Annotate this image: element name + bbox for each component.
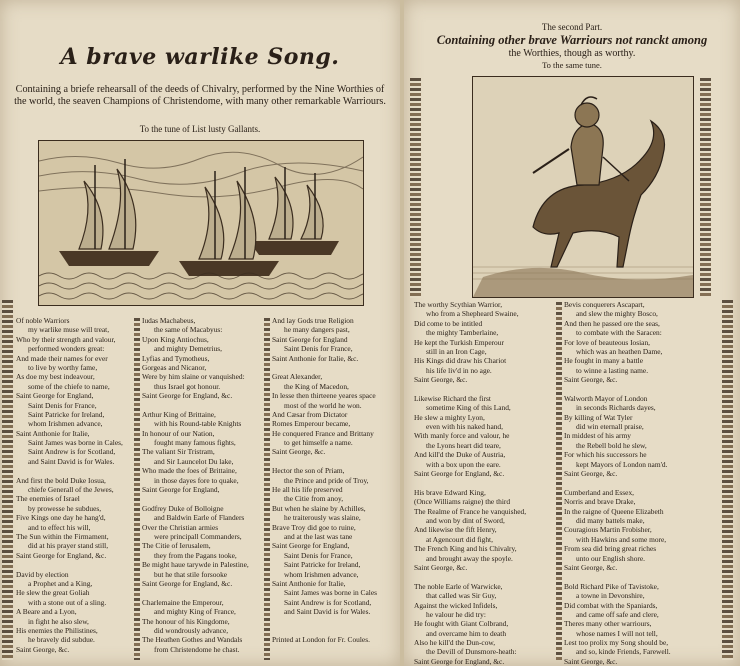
verse-line: did win eternall praise, (576, 422, 644, 432)
verse-line: with Hawkins and some more, (576, 534, 667, 544)
verse-line: his life liv'd in no age. (426, 365, 492, 375)
verse-line: And kill'd the Duke of Austria, (414, 450, 506, 460)
verse-line: But when he slaine by Achilles, (272, 503, 366, 513)
verse-line (16, 560, 136, 569)
verse-line: Saint James was borne in Cales, (28, 438, 123, 448)
verse-line: from Christendome he chast. (154, 644, 240, 654)
verse-line: For which his successors he (564, 450, 647, 460)
verse-line: Against the wicked Infidels, (414, 600, 498, 610)
verse-line: the same of Macabyus: (154, 325, 223, 335)
verse-line: And Cæsar from Dictator (272, 409, 348, 419)
ornament-border-right-outer (700, 78, 711, 298)
ballad-title: A brave warlike Song. (60, 44, 340, 70)
verse-line: he many dangers past, (284, 325, 350, 335)
verse-line: He slew a mighty Lyon, (414, 412, 485, 422)
verse-line: but he that stile forsooke (154, 569, 228, 579)
verse-line: Saint Andrew is for Scotland, (28, 447, 116, 457)
verse-line: and came off safe and clere, (576, 609, 659, 619)
verse-line: He slew the great Goliah (16, 588, 90, 598)
verse-line: and Baldwin Earle of Flanders (154, 513, 245, 523)
ornament-divider-2 (264, 318, 270, 660)
verse-line: thus Israel got honour. (154, 381, 221, 391)
verse-line (564, 478, 710, 487)
verse-line: and slew the mighty Bosco, (576, 309, 658, 319)
verse-line: even with his naked hand, (426, 422, 503, 432)
verse-line: a Prophet and a King, (28, 578, 93, 588)
verse-line: the mighty Tamberlaine, (426, 328, 499, 338)
verse-line: And made their names for ever (16, 353, 108, 363)
verse-line: Five Kings one day he hang'd, (16, 513, 106, 523)
verse-line: still in an Iron Cage, (426, 346, 487, 356)
verse-line: A Beare and a Lyon, (16, 607, 77, 617)
verse-line: The Sun within the Firmament, (16, 531, 109, 541)
verse-line: at Agencourt did fight, (426, 534, 493, 544)
ships-woodcut (38, 140, 364, 306)
verse-line: in seconds Richards dayes, (576, 403, 656, 413)
verse-column-right-1 (414, 300, 554, 666)
verse-line: His Kings did draw his Chariot (414, 356, 507, 366)
verse-line: with his Round-table Knights (154, 419, 242, 429)
second-part-tune: To the same tune. (542, 60, 602, 70)
verse-line (414, 385, 554, 394)
verse-line: Saint George for England, &c. (414, 469, 505, 479)
verse-line: Godfrey Duke of Bolloigne (142, 503, 224, 513)
verse-line: Bold Richard Pike of Tavistoke, (564, 581, 659, 591)
knight-woodcut (472, 76, 694, 298)
verse-line: In honour of our Nation, (142, 428, 215, 438)
verse-line: The Heathen Gothes and Wandals (142, 635, 243, 645)
verse-line: Saint George, &c. (564, 469, 618, 479)
verse-line: By killing of Wat Tyler (564, 412, 633, 422)
verse-line: and overcame him to death (426, 628, 507, 638)
verse-line: Were by him slaine or vanquished: (142, 372, 245, 382)
verse-line: to live by worthy fame, (28, 362, 98, 372)
second-part-label: The second Part. (541, 22, 603, 32)
second-part-subtitle: the Worthies, though as worthy. (508, 48, 636, 59)
ballad-subtitle: Containing a briefe rehearsall of the deeds of Chivalry, performed by the Nine Worthies of the world, the seaven Champions of Christendome, with many other remarkable Warriours. (14, 84, 386, 107)
verse-column-1 (16, 316, 136, 654)
verse-line (142, 401, 266, 410)
verse-line: Saint Anthonie for Italie, (272, 578, 346, 588)
verse-line: The French King and his Chivalry, (414, 544, 517, 554)
verse-line: Who made the foes of Brittaine, (142, 466, 237, 476)
verse-line: and Saint David is for Wales. (28, 456, 115, 466)
verse-line: Saint George, &c. (564, 375, 618, 385)
verse-line: Bevis conquerers Ascapart, (564, 300, 645, 309)
verse-line: to get himselfe a name. (284, 438, 353, 448)
verse-line: and Sir Launcelot Du lake, (154, 456, 234, 466)
verse-line: Saint Denis for France, (284, 344, 353, 354)
verse-line: From sea did bring great riches (564, 544, 657, 554)
verse-line: Saint Patricke for Ireland, (28, 409, 105, 419)
verse-line: the King of Macedon, (284, 381, 349, 391)
verse-line: and Saint David is for Wales. (284, 607, 371, 617)
verse-line: Saint George for England, (272, 541, 350, 551)
verse-line: The Citie of Ierusalem, (142, 541, 211, 551)
ornament-divider-right (556, 302, 562, 660)
verse-line: he traiterously was slaine, (284, 513, 361, 523)
verse-line: Lyfias and Tymotheus, (142, 353, 210, 363)
verse-line: Saint George for England, &c. (414, 656, 505, 666)
verse-line (142, 588, 266, 597)
verse-line: unto our English shore. (576, 553, 645, 563)
verse-line: some of the chiefe to name, (28, 381, 110, 391)
verse-line: most of the world he won. (284, 400, 362, 410)
verse-line: Saint George, &c. (414, 562, 468, 572)
verse-line: Saint Anthonie for Italie, &c. (272, 353, 359, 363)
verse-line: with a stone out of a sling. (28, 597, 107, 607)
verse-line (564, 572, 710, 581)
ships-illustration (39, 141, 363, 305)
verse-line: Iudas Machabeus, (142, 316, 196, 325)
verse-line: Did combat with the Spaniards, (564, 600, 658, 610)
verse-line: Saint Patricke for Ireland, (284, 560, 361, 570)
verse-line: The valiant Sir Tristram, (142, 447, 215, 457)
verse-line: He conquered France and Brittany (272, 428, 374, 438)
verse-line: they from the Pagans tooke, (154, 550, 237, 560)
verse-line: And then he passed ore the seas, (564, 318, 660, 328)
verse-line: Arthur King of Brittaine, (142, 409, 216, 419)
verse-line: the Lyons heart did teare, (426, 440, 501, 450)
verse-line: Likewise Richard the first (414, 393, 491, 403)
verse-line: Hector the son of Priam, (272, 466, 345, 476)
verse-line: Also he kill'd the Dun-cow, (414, 638, 496, 648)
verse-line: The noble Earle of Warwicke, (414, 581, 503, 591)
verse-line: Saint George, &c. (272, 447, 326, 457)
verse-line (414, 572, 554, 581)
verse-line: The enemies of Israel (16, 494, 80, 504)
verse-line: to combate with the Saracen: (576, 328, 662, 338)
verse-line: David by election (16, 569, 69, 579)
verse-line: He kept the Turkish Emperour (414, 337, 504, 347)
verse-line: Saint George, &c. (564, 562, 618, 572)
verse-line: Saint Denis for France, (284, 550, 353, 560)
verse-line: who from a Shepheard Swaine, (426, 309, 519, 319)
left-verse-columns (16, 316, 396, 662)
verse-line: did wondrously advance, (154, 625, 229, 635)
verse-line: He all his life preserved (272, 485, 343, 495)
verse-line: Brave Troy did goe to ruine, (272, 522, 356, 532)
verse-line: And first the bold Duke Iosua, (16, 475, 106, 485)
verse-line: For love of beauteous Iosian, (564, 337, 650, 347)
verse-line: the Citie from anoy, (284, 494, 344, 504)
verse-line: In the raigne of Queene Elizabeth (564, 506, 664, 516)
verse-line: and won by dint of Sword, (426, 515, 505, 525)
verse-line: He fought with Giant Colbrand, (414, 619, 509, 629)
verse-line: Norris and brave Drake, (564, 497, 636, 507)
ornament-divider-1 (134, 318, 140, 660)
verse-line: did at his prayer stand still, (28, 541, 109, 551)
verse-line: sometime King of this Land, (426, 403, 511, 413)
right-page (404, 0, 740, 666)
verse-line: did many battels make, (576, 515, 645, 525)
verse-line: in fight he also slew, (28, 616, 89, 626)
verse-line: and so, kinde Friends, Farewell. (576, 647, 671, 657)
verse-line: Who by their strength and valour, (16, 334, 116, 344)
verse-line: Saint James was borne in Cales (284, 588, 377, 598)
verse-line: he bravely did subdue. (28, 635, 95, 645)
verse-line (564, 385, 710, 394)
verse-line: and mighty Demetrius, (154, 344, 222, 354)
verse-line: Saint Denis for France, (28, 400, 97, 410)
verse-line: by prowesse he subdues, (28, 503, 102, 513)
verse-line (272, 457, 396, 466)
verse-line: whom Irishmen advance, (28, 419, 103, 429)
verse-line: to winne a lasting name. (576, 365, 649, 375)
verse-line: In middest of his army (564, 431, 631, 441)
ornament-border-right-edge (722, 300, 733, 660)
verse-line: and brought away the spoyle. (426, 553, 513, 563)
verse-line: were principall Commanders, (154, 531, 242, 541)
ornament-border-right-inner (410, 78, 421, 298)
verse-line: Lest too prolix my Song should be, (564, 638, 669, 648)
verse-line: the Prince and pride of Troy, (284, 475, 369, 485)
verse-line: Saint George, &c. (564, 656, 618, 666)
verse-line: my warlike muse will treat, (28, 325, 110, 335)
verse-line: Walworth Mayor of London (564, 393, 648, 403)
verse-line: that called was Sir Guy, (426, 591, 497, 601)
verse-line: He fought in many a battle (564, 356, 644, 366)
verse-line: Cumberland and Essex, (564, 487, 634, 497)
verse-line (272, 617, 396, 626)
verse-line: with a box upon the eare. (426, 459, 501, 469)
verse-column-right-2 (564, 300, 710, 666)
knight-illustration (473, 77, 693, 297)
verse-line: in those dayes fore to quake, (154, 475, 239, 485)
verse-line: Saint George for England, &c. (142, 391, 233, 401)
verse-line: and to effect his will, (28, 522, 91, 532)
verse-line (414, 478, 554, 487)
verse-line: Saint George for England, &c. (142, 578, 233, 588)
verse-line: Saint George for England, (142, 485, 220, 495)
verse-line: And likewise the fift Henry, (414, 525, 497, 535)
tune-line: To the tune of List lusty Gallants. (139, 124, 261, 134)
verse-line (142, 494, 266, 503)
verse-line: fought many famous fights, (154, 438, 236, 448)
verse-line: The Realme of France he vanquished, (414, 506, 527, 516)
verse-line: Saint Anthonie for Italie, (16, 428, 90, 438)
verse-line: Upon King Antiochus, (142, 334, 209, 344)
verse-line: The worthy Scythian Warrior, (414, 300, 503, 309)
verse-line: Did come to be intitled (414, 318, 483, 328)
verse-line: Romes Emperour became, (272, 419, 351, 429)
verse-line: chiefe Generall of the Jewes, (28, 485, 114, 495)
verse-line: Printed at London for Fr. Coules. (272, 635, 370, 645)
ornament-border-left (2, 300, 13, 660)
verse-line: whose names I will not tell, (576, 628, 658, 638)
verse-line: the Devill of Dunsmore-heath: (426, 647, 517, 657)
verse-line: Saint Andrew is for Scotland, (284, 597, 372, 607)
verse-line: which was an heathen Dame, (576, 346, 663, 356)
verse-line: In lesse then thirteene yeares space (272, 391, 376, 401)
verse-line: The honour of his Kingdome, (142, 616, 230, 626)
verse-line: whom Irishmen advance, (284, 569, 359, 579)
verse-line: Saint George for England (272, 334, 348, 344)
verse-line (272, 363, 396, 372)
verse-line: Saint George, &c. (414, 375, 468, 385)
verse-line: and mighty King of France, (154, 607, 236, 617)
second-part-title: Containing other brave Warriours not ranckt among (436, 33, 708, 47)
verse-line: a towne in Devonshire, (576, 591, 645, 601)
verse-line: and at the last was tane (284, 531, 353, 541)
verse-line: Couragious Martin Frobisher, (564, 525, 652, 535)
verse-line: His enemies the Philistines, (16, 625, 98, 635)
verse-line: Saint George for England, (16, 391, 94, 401)
right-verse-columns (414, 300, 710, 666)
verse-line: His brave Edward King, (414, 487, 486, 497)
verse-column-3 (272, 316, 396, 645)
verse-line (272, 626, 396, 635)
verse-line (16, 466, 136, 475)
verse-line: Great Alexander, (272, 372, 323, 382)
verse-line: As doe my best indeavour, (16, 372, 95, 382)
verse-line: Charlemaine the Emperour, (142, 597, 224, 607)
verse-line: performed wonders great: (28, 344, 105, 354)
verse-line: the Rebell bold he slew, (576, 440, 647, 450)
verse-line: Gorgeas and Nicanor, (142, 362, 207, 372)
verse-line: kept Mayors of London nam'd. (576, 459, 668, 469)
verse-line: Of noble Warriors (16, 316, 70, 325)
verse-line: Be might haue tarywde in Palestine, (142, 560, 249, 570)
verse-line: he valour he did try: (426, 609, 486, 619)
verse-line: With manly force and valour, he (414, 431, 510, 441)
verse-line: Saint George for England, &c. (16, 550, 107, 560)
verse-line: Over the Christian armies (142, 522, 219, 532)
verse-line: Theres many other warriours, (564, 619, 652, 629)
verse-line: And lay Gods true Religion (272, 316, 354, 325)
verse-column-2 (142, 316, 266, 654)
verse-line: Saint George, &c. (16, 644, 70, 654)
verse-line: (Once Williams raigne) the third (414, 497, 511, 507)
